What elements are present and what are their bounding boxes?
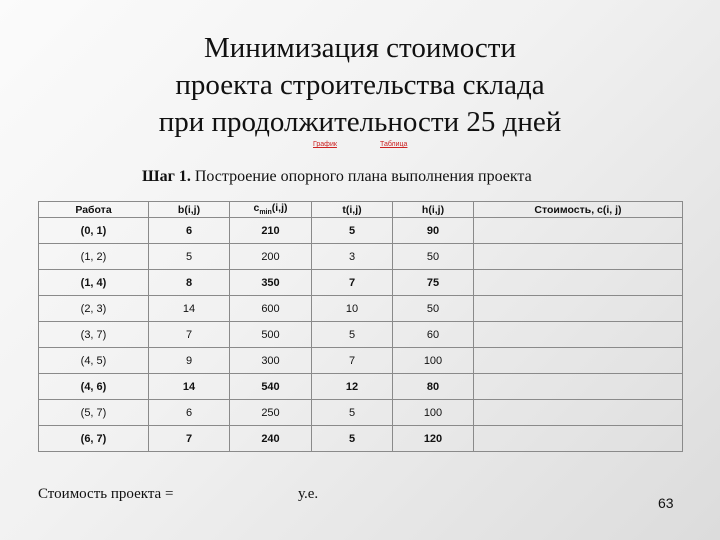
header-work: Работа [39,202,149,218]
cell-cmin: 250 [230,400,312,426]
table-header-row [39,202,683,218]
cell-cmin: 540 [230,374,312,400]
header-cmin: $c_{min}(i,j)$ [230,202,312,218]
cell-t: 5 [312,322,393,348]
cell-t: 7 [312,348,393,374]
cell-cmin: 350 [230,270,312,296]
cell-h: 50 [393,244,474,270]
project-table [38,201,683,452]
step-heading [142,168,532,186]
cell-work: (0, 1) [39,218,149,244]
cell-cmin: 600 [230,296,312,322]
cell-b: 7 [149,322,230,348]
cell-cost [474,426,683,452]
cell-cost [474,322,683,348]
table-row [39,374,683,400]
cell-t: 5 [312,426,393,452]
cell-work: (1, 2) [39,244,149,270]
table-row [39,296,683,322]
table-row [39,270,683,296]
title-line-2: проекта строительства склада [175,69,545,101]
cell-work: (4, 6) [39,374,149,400]
step-text: Построение опорного плана выполнения проекта [190,168,532,185]
cell-cmin: 210 [230,218,312,244]
step-number: Шаг 1. [142,168,191,185]
header-b: b(i,j) [149,202,230,218]
cell-cost [474,270,683,296]
cell-h: 75 [393,270,474,296]
table-row [39,400,683,426]
cell-h: 120 [393,426,474,452]
cell-h: 80 [393,374,474,400]
cost-unit: у.е. [298,486,319,502]
title-line-3: при продолжительности 25 дней [158,106,562,138]
cell-t: 3 [312,244,393,270]
cell-work: (4, 5) [39,348,149,374]
cell-work: (5, 7) [39,400,149,426]
cell-cost [474,218,683,244]
cell-t: 7 [312,270,393,296]
cell-h: 50 [393,296,474,322]
cell-b: 14 [149,374,230,400]
cell-cmin: 300 [230,348,312,374]
slide-title [110,30,610,141]
cell-work: (1, 4) [39,270,149,296]
title-line-1: Минимизация стоимости [204,32,516,64]
cell-b: 5 [149,244,230,270]
cell-work: (6, 7) [39,426,149,452]
cell-b: 6 [149,218,230,244]
cell-t: 5 [312,218,393,244]
cell-b: 14 [149,296,230,322]
table-row [39,218,683,244]
cell-h: 90 [393,218,474,244]
cell-work: (3, 7) [39,322,149,348]
cell-h: 100 [393,400,474,426]
cell-cost [474,348,683,374]
table-row [39,426,683,452]
cell-cost [474,400,683,426]
table-row [39,322,683,348]
cell-b: 8 [149,270,230,296]
header-t: t(i,j) [312,202,393,218]
cell-t: 10 [312,296,393,322]
cell-t: 5 [312,400,393,426]
project-cost-label: Стоимость проекта = [38,486,174,502]
header-cost: Стоимость, c(i, j) [474,202,683,218]
header-h: h(i,j) [393,202,474,218]
cell-b: 6 [149,400,230,426]
cell-h: 100 [393,348,474,374]
cell-t: 12 [312,374,393,400]
cell-cost [474,374,683,400]
cell-cmin: 200 [230,244,312,270]
table-row [39,348,683,374]
cell-cmin: 500 [230,322,312,348]
cell-cost [474,296,683,322]
table-row [39,244,683,270]
cell-b: 7 [149,426,230,452]
graph-link[interactable]: График [313,141,337,148]
cell-h: 60 [393,322,474,348]
cell-work: (2, 3) [39,296,149,322]
table-link[interactable]: Таблица [380,141,408,148]
cell-cmin: 240 [230,426,312,452]
page-number: 63 [658,495,674,511]
cell-b: 9 [149,348,230,374]
cell-cost [474,244,683,270]
